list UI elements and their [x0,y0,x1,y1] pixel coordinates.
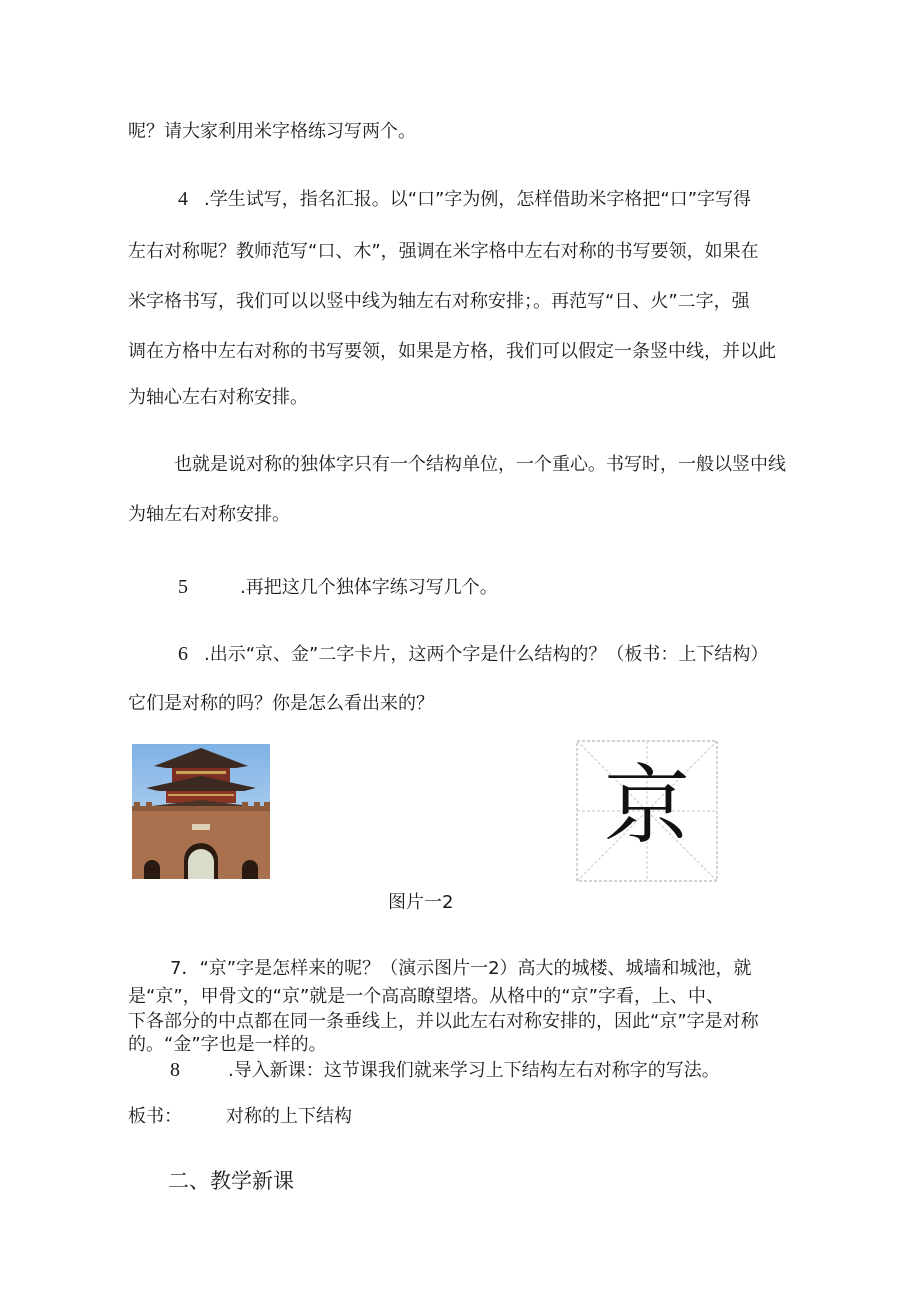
section-heading: 二、教学新课 [168,1169,294,1193]
grid-character: 京 [604,756,690,856]
city-gate-tower-image [132,744,270,879]
paragraph-line: 也就是说对称的独体字只有一个结构单位，一个重心。书写时，一般以竖中线 [174,454,786,475]
paragraph-line: 下各部分的中点都在同一条垂线上，并以此左右对称安排的，因此“京”字是对称 [128,1011,759,1032]
paragraph-line: .导入新课：这节课我们就来学习上下结构左右对称字的写法。 [228,1060,720,1081]
paragraph-line: .出示“京、金”二字卡片，这两个字是什么结构的？（板书：上下结构） [204,644,769,665]
item-number: 5 [178,576,188,598]
paragraph-line: 是“京”，甲骨文的“京”就是一个高高瞭望塔。从格中的“京”字看，上、中、 [128,986,724,1007]
item-number: 4 [178,188,188,210]
board-text: 对称的上下结构 [226,1106,352,1127]
item-number: 6 [178,643,188,665]
paragraph-line: 米字格书写，我们可以以竖中线为轴左右对称安排；。再范写“日、火”二字，强 [128,291,750,312]
paragraph-line: 左右对称呢？教师范写“口、木”，强调在米字格中左右对称的书写要领，如果在 [128,241,759,262]
paragraph-line: .再把这几个独体字练习写几个。 [240,577,498,598]
paragraph-line: 为轴心左右对称安排。 [128,387,308,408]
paragraph-line: 7．“京”字是怎样来的呢？（演示图片一2）高大的城楼、城墙和城池，就 [170,958,752,979]
mizige-character-grid [575,739,719,883]
paragraph-line: 调在方格中左右对称的书写要领，如果是方格，我们可以假定一条竖中线，并以此 [128,341,776,362]
paragraph-line: 呢？请大家利用米字格练习写两个。 [128,121,416,142]
paragraph-line: 它们是对称的吗？你是怎么看出来的？ [128,693,434,714]
paragraph-line: 的。“金”字也是一样的。 [128,1034,327,1055]
paragraph-line: 为轴左右对称安排。 [128,504,290,525]
figure-caption: 图片一2 [388,892,454,913]
board-label: 板书： [128,1106,182,1127]
item-number: 8 [170,1059,180,1081]
paragraph-line: .学生试写，指名汇报。以“口”字为例，怎样借助米字格把“口”字写得 [204,189,752,210]
